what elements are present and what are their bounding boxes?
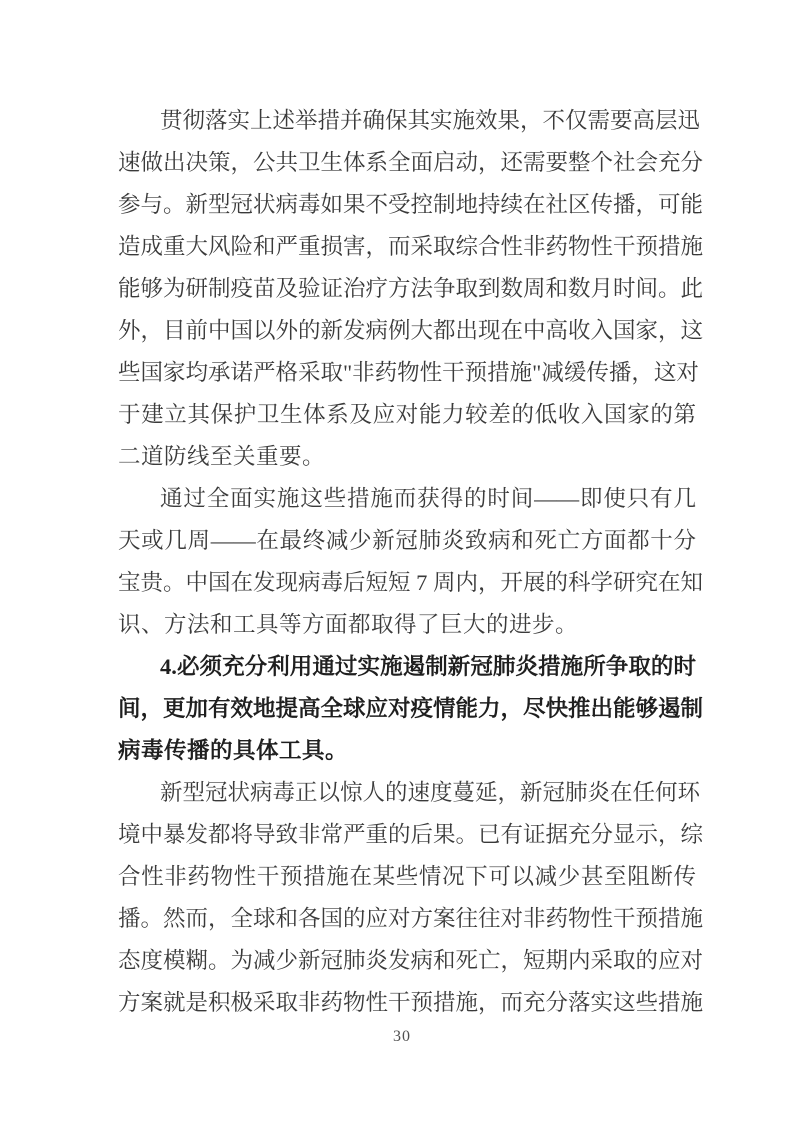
heading-line: 间，更加有效地提高全球应对疫情能力，尽快推出能够遏制 <box>118 696 704 721</box>
text-line: 境中暴发都将导致非常严重的后果。已有证据充分显示，综 <box>118 822 704 847</box>
text-line: 宝贵。中国在发现病毒后短短 7 周内，开展的科学研究在知 <box>118 570 704 595</box>
text-line: 二道防线至关重要。 <box>118 444 326 469</box>
heading-line: 4.必须充分利用通过实施遏制新冠肺炎措施所争取的时 <box>160 654 696 679</box>
text-line: 些国家均承诺严格采取"非药物性干预措施"减缓传播，这对 <box>118 360 699 385</box>
heading-line: 病毒传播的具体工具。 <box>118 738 349 763</box>
text-line: 新型冠状病毒正以惊人的速度蔓延，新冠肺炎在任何环 <box>160 780 701 805</box>
text-line: 方案就是积极采取非药物性干预措施，而充分落实这些措施 <box>118 990 704 1015</box>
text-line: 造成重大风险和严重损害，而采取综合性非药物性干预措施 <box>118 234 704 259</box>
text-line: 于建立其保护卫生体系及应对能力较差的低收入国家的第 <box>118 402 696 427</box>
text-line: 外，目前中国以外的新发病例大都出现在中高收入国家，这 <box>118 318 704 343</box>
text-line: 天或几周——在最终减少新冠肺炎致病和死亡方面都十分 <box>118 528 696 553</box>
text-line: 速做出决策，公共卫生体系全面启动，还需要整个社会充分 <box>118 150 704 175</box>
paragraph-time-gained <box>118 478 704 646</box>
text-line: 识、方法和工具等方面都取得了巨大的进步。 <box>118 612 579 637</box>
paragraph-virus-spread <box>118 772 704 1024</box>
paragraph-implementation <box>118 100 704 478</box>
heading-point-4 <box>118 646 704 772</box>
text-line: 贯彻落实上述举措并确保其实施效果，不仅需要高层迅 <box>160 108 701 133</box>
text-block <box>118 100 704 1024</box>
text-line: 通过全面实施这些措施而获得的时间——即使只有几 <box>160 486 696 511</box>
text-line: 能够为研制疫苗及验证治疗方法争取到数周和数月时间。此 <box>118 276 704 301</box>
page-number: 30 <box>393 1028 411 1045</box>
page-footer <box>0 1028 800 1046</box>
text-line: 态度模糊。为减少新冠肺炎发病和死亡，短期内采取的应对 <box>118 948 704 973</box>
text-line: 参与。新型冠状病毒如果不受控制地持续在社区传播，可能 <box>118 192 704 217</box>
text-line: 播。然而，全球和各国的应对方案往往对非药物性干预措施 <box>118 906 704 931</box>
text-line: 合性非药物性干预措施在某些情况下可以减少甚至阻断传 <box>118 864 696 889</box>
